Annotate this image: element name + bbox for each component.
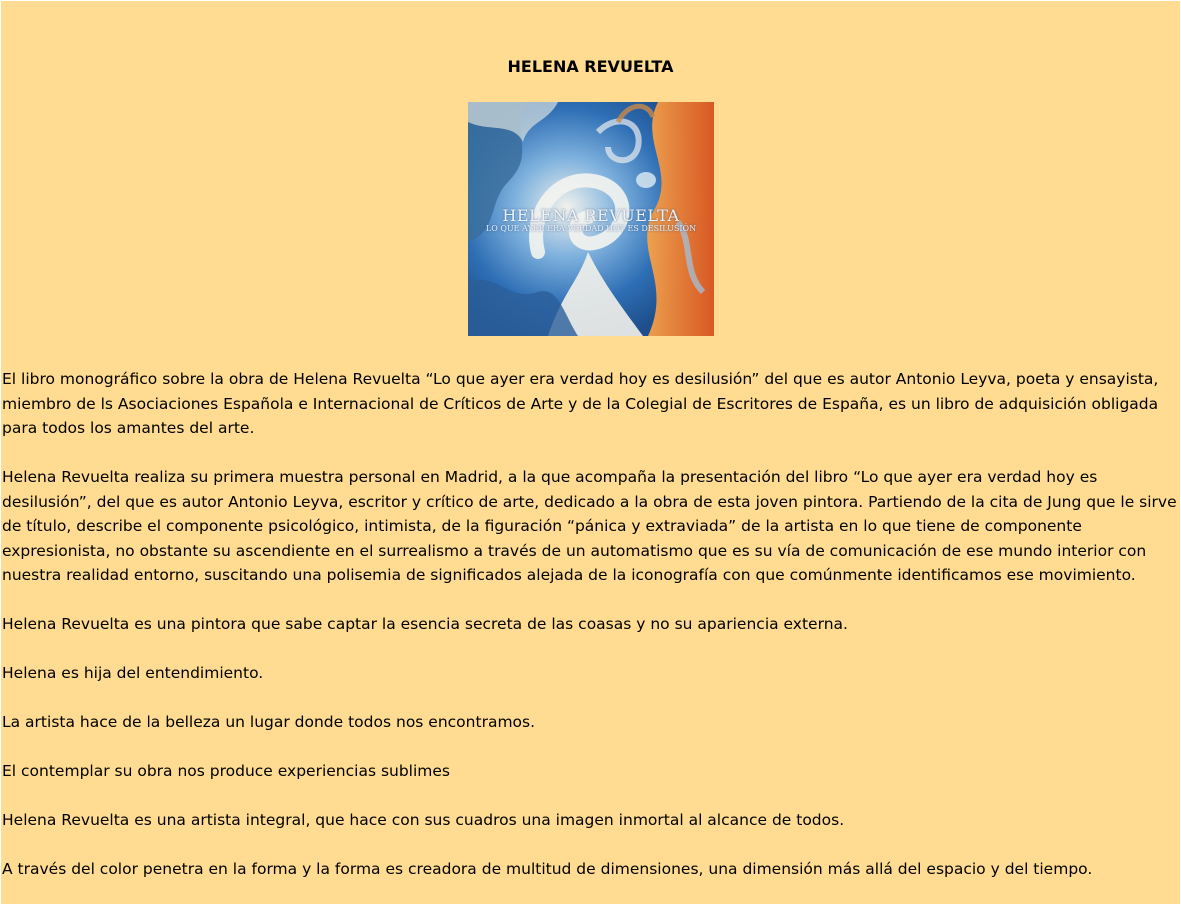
paragraph: Helena Revuelta es una artista integral, que hace con sus cuadros una imagen inmortal al alcance de todos. bbox=[2, 811, 845, 829]
page bbox=[1, 1, 1180, 904]
cover-subtitle: LO QUE AYER ERA VERDAD HOY ES DESILUSIÓN bbox=[485, 224, 697, 233]
article-body bbox=[2, 367, 1180, 904]
book-cover-image bbox=[468, 102, 714, 336]
paragraph: A través del color penetra en la forma y la forma es creadora de multitud de dimensiones, una dimensión más allá del espacio y del tiempo. bbox=[2, 860, 1093, 878]
paragraph: Helena Revuelta es una pintora que sabe captar la esencia secreta de las coasas y no su apariencia externa. bbox=[2, 615, 848, 633]
paragraph: El libro monográfico sobre la obra de Helena Revuelta “Lo que ayer era verdad hoy es desilusión” del que es autor Antonio Leyva, poeta y ensayista, miembro de ls Asociaciones Española e Internacional de Críticos de Arte y de la Colegial de Escritores de España, es un libro de adquisición obligada para todos los amantes del arte. bbox=[2, 370, 1159, 437]
paragraph: La artista hace de la belleza un lugar donde todos nos encontramos. bbox=[2, 713, 536, 731]
paragraph: Helena es hija del entendimiento. bbox=[2, 664, 264, 682]
page-title: HELENA REVUELTA bbox=[507, 57, 674, 76]
paragraph: Helena Revuelta realiza su primera muestra personal en Madrid, a la que acompaña la presentación del libro “Lo que ayer era verdad hoy es desilusión”, del que es autor Antonio Leyva, escritor y crítico de arte, dedicado a la obra de esta joven pintora. Partiendo de la cita de Jung que le sirve de título, describe el componente psicológico, intimista, de la figuración “pánica y extraviada” de la artista en lo que tiene de componente expresionista, no obstante su ascendiente en el surrealismo a través de un automatismo que es su vía de comunicación de ese mundo interior con nuestra realidad entorno, suscitando una polisemia de significados alejada de la iconografía con que comúnmente identificamos ese movimiento. bbox=[2, 468, 1177, 584]
paragraph: El contemplar su obra nos produce experiencias sublimes bbox=[2, 762, 451, 780]
cover-title: HELENA REVUELTA bbox=[502, 206, 680, 225]
